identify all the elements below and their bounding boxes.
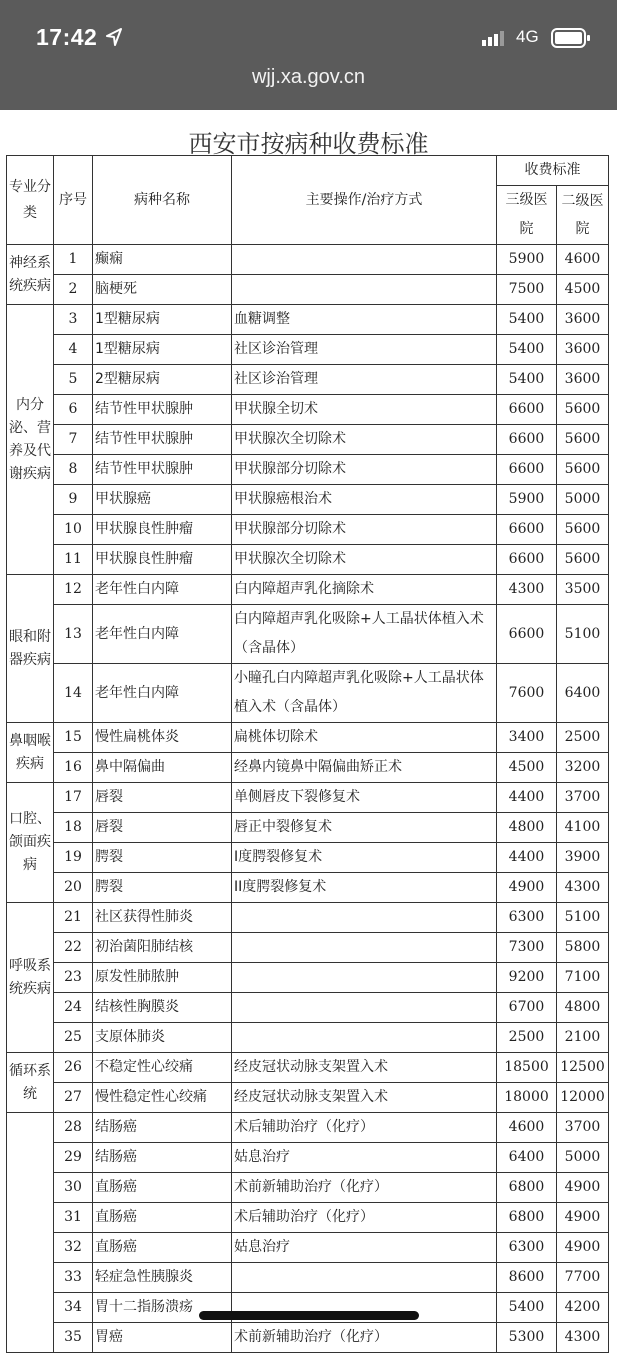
no-cell: 10 bbox=[54, 515, 93, 545]
operation-cell: 社区诊治管理 bbox=[232, 365, 497, 395]
table-row bbox=[7, 903, 609, 933]
no-cell: 15 bbox=[54, 723, 93, 753]
disease-cell: 结肠癌 bbox=[93, 1113, 232, 1143]
no-cell: 7 bbox=[54, 425, 93, 455]
tier2-fee-cell: 5000 bbox=[557, 485, 609, 515]
tier2-fee-cell: 3200 bbox=[557, 753, 609, 783]
no-cell: 21 bbox=[54, 903, 93, 933]
tier2-fee-cell: 3500 bbox=[557, 575, 609, 605]
tier2-fee-cell: 5100 bbox=[557, 903, 609, 933]
operation-cell: 白内障超声乳化吸除+人工晶状体植入术（含晶体） bbox=[232, 605, 497, 664]
no-cell: 22 bbox=[54, 933, 93, 963]
header-category: 专业分类 bbox=[7, 156, 54, 245]
disease-cell: 结节性甲状腺肿 bbox=[93, 455, 232, 485]
category-cell bbox=[7, 1113, 54, 1353]
operation-cell: 扁桃体切除术 bbox=[232, 723, 497, 753]
operation-cell: 小瞳孔白内障超声乳化吸除+人工晶状体植入术（含晶体） bbox=[232, 664, 497, 723]
disease-cell: 慢性稳定性心绞痛 bbox=[93, 1083, 232, 1113]
disease-cell: 社区获得性肺炎 bbox=[93, 903, 232, 933]
tier2-fee-cell: 3600 bbox=[557, 335, 609, 365]
table-row bbox=[7, 963, 609, 993]
no-cell: 17 bbox=[54, 783, 93, 813]
operation-cell: 甲状腺全切术 bbox=[232, 395, 497, 425]
tier3-fee-cell: 7500 bbox=[497, 275, 557, 305]
tier3-fee-cell: 6800 bbox=[497, 1173, 557, 1203]
operation-cell: 社区诊治管理 bbox=[232, 335, 497, 365]
cellular-signal-icon bbox=[482, 30, 508, 46]
tier2-fee-cell: 4200 bbox=[557, 1293, 609, 1323]
no-cell: 16 bbox=[54, 753, 93, 783]
disease-cell: 不稳定性心绞痛 bbox=[93, 1053, 232, 1083]
table-row bbox=[7, 664, 609, 723]
table-row bbox=[7, 305, 609, 335]
no-cell: 30 bbox=[54, 1173, 93, 1203]
tier3-fee-cell: 7300 bbox=[497, 933, 557, 963]
no-cell: 9 bbox=[54, 485, 93, 515]
table-row bbox=[7, 275, 609, 305]
tier3-fee-cell: 9200 bbox=[497, 963, 557, 993]
tier2-fee-cell: 4900 bbox=[557, 1173, 609, 1203]
tier3-fee-cell: 4800 bbox=[497, 813, 557, 843]
category-cell: 鼻咽喉疾病 bbox=[7, 723, 54, 783]
no-cell: 20 bbox=[54, 873, 93, 903]
table-row bbox=[7, 1053, 609, 1083]
table-row bbox=[7, 335, 609, 365]
tier3-fee-cell: 6600 bbox=[497, 515, 557, 545]
tier2-fee-cell: 3600 bbox=[557, 365, 609, 395]
operation-cell: 术后辅助治疗（化疗） bbox=[232, 1203, 497, 1233]
disease-cell: 胃癌 bbox=[93, 1323, 232, 1353]
tier3-fee-cell: 3400 bbox=[497, 723, 557, 753]
no-cell: 35 bbox=[54, 1323, 93, 1353]
no-cell: 27 bbox=[54, 1083, 93, 1113]
operation-cell: 甲状腺癌根治术 bbox=[232, 485, 497, 515]
tier2-fee-cell: 4900 bbox=[557, 1233, 609, 1263]
table-row bbox=[7, 873, 609, 903]
table-row bbox=[7, 455, 609, 485]
no-cell: 18 bbox=[54, 813, 93, 843]
operation-cell bbox=[232, 1023, 497, 1053]
status-and-url-bar bbox=[0, 0, 617, 110]
tier2-fee-cell: 4800 bbox=[557, 993, 609, 1023]
table-row bbox=[7, 933, 609, 963]
no-cell: 28 bbox=[54, 1113, 93, 1143]
disease-cell: 1型糖尿病 bbox=[93, 335, 232, 365]
table-row bbox=[7, 723, 609, 753]
disease-cell: 初治菌阳肺结核 bbox=[93, 933, 232, 963]
table-row bbox=[7, 1083, 609, 1113]
tier3-fee-cell: 6400 bbox=[497, 1143, 557, 1173]
no-cell: 33 bbox=[54, 1263, 93, 1293]
operation-cell: 甲状腺次全切除术 bbox=[232, 425, 497, 455]
disease-cell: 胃十二指肠溃疡 bbox=[93, 1293, 232, 1323]
no-cell: 26 bbox=[54, 1053, 93, 1083]
no-cell: 29 bbox=[54, 1143, 93, 1173]
no-cell: 1 bbox=[54, 245, 93, 275]
disease-cell: 原发性肺脓肿 bbox=[93, 963, 232, 993]
tier2-fee-cell: 5600 bbox=[557, 455, 609, 485]
tier3-fee-cell: 4500 bbox=[497, 753, 557, 783]
header-disease: 病种名称 bbox=[93, 156, 232, 245]
table-row bbox=[7, 1263, 609, 1293]
operation-cell: 经皮冠状动脉支架置入术 bbox=[232, 1083, 497, 1113]
operation-cell bbox=[232, 933, 497, 963]
table-row bbox=[7, 425, 609, 455]
tier3-fee-cell: 5400 bbox=[497, 365, 557, 395]
tier3-fee-cell: 6700 bbox=[497, 993, 557, 1023]
disease-cell: 直肠癌 bbox=[93, 1173, 232, 1203]
disease-cell: 结节性甲状腺肿 bbox=[93, 425, 232, 455]
disease-cell: 脑梗死 bbox=[93, 275, 232, 305]
no-cell: 24 bbox=[54, 993, 93, 1023]
disease-cell: 结肠癌 bbox=[93, 1143, 232, 1173]
tier3-fee-cell: 5900 bbox=[497, 485, 557, 515]
table-row bbox=[7, 753, 609, 783]
operation-cell: 经鼻内镜鼻中隔偏曲矫正术 bbox=[232, 753, 497, 783]
page-title: 西安市按病种收费标准 bbox=[188, 130, 429, 158]
tier3-fee-cell: 6800 bbox=[497, 1203, 557, 1233]
tier2-fee-cell: 5000 bbox=[557, 1143, 609, 1173]
tier2-fee-cell: 3900 bbox=[557, 843, 609, 873]
tier2-fee-cell: 7100 bbox=[557, 963, 609, 993]
table-row bbox=[7, 1203, 609, 1233]
tier2-fee-cell: 3700 bbox=[557, 783, 609, 813]
operation-cell: II度腭裂修复术 bbox=[232, 873, 497, 903]
tier2-fee-cell: 3600 bbox=[557, 305, 609, 335]
disease-cell: 1型糖尿病 bbox=[93, 305, 232, 335]
disease-cell: 唇裂 bbox=[93, 783, 232, 813]
no-cell: 32 bbox=[54, 1233, 93, 1263]
no-cell: 2 bbox=[54, 275, 93, 305]
tier2-fee-cell: 2500 bbox=[557, 723, 609, 753]
table-row bbox=[7, 515, 609, 545]
tier2-fee-cell: 4300 bbox=[557, 873, 609, 903]
no-cell: 4 bbox=[54, 335, 93, 365]
table-row bbox=[7, 395, 609, 425]
no-cell: 13 bbox=[54, 605, 93, 664]
disease-cell: 癫痫 bbox=[93, 245, 232, 275]
disease-cell: 结核性胸膜炎 bbox=[93, 993, 232, 1023]
no-cell: 8 bbox=[54, 455, 93, 485]
table-row bbox=[7, 843, 609, 873]
header-tier2: 二级医院 bbox=[557, 186, 609, 245]
tier3-fee-cell: 8600 bbox=[497, 1263, 557, 1293]
tier2-fee-cell: 4900 bbox=[557, 1203, 609, 1233]
location-arrow-icon bbox=[106, 28, 122, 46]
table-row bbox=[7, 485, 609, 515]
header-no: 序号 bbox=[54, 156, 93, 245]
disease-cell: 2型糖尿病 bbox=[93, 365, 232, 395]
disease-cell: 鼻中隔偏曲 bbox=[93, 753, 232, 783]
operation-cell bbox=[232, 1263, 497, 1293]
disease-cell: 轻症急性胰腺炎 bbox=[93, 1263, 232, 1293]
table-row bbox=[7, 993, 609, 1023]
tier2-fee-cell: 4100 bbox=[557, 813, 609, 843]
category-cell: 口腔、颌面疾病 bbox=[7, 783, 54, 903]
operation-cell: 经皮冠状动脉支架置入术 bbox=[232, 1053, 497, 1083]
table-row bbox=[7, 575, 609, 605]
status-time: 17:42 bbox=[36, 24, 98, 50]
tier2-fee-cell: 5600 bbox=[557, 395, 609, 425]
table-row bbox=[7, 365, 609, 395]
disease-cell: 直肠癌 bbox=[93, 1203, 232, 1233]
disease-cell: 甲状腺良性肿瘤 bbox=[93, 515, 232, 545]
header-operation: 主要操作/治疗方式 bbox=[232, 156, 497, 245]
tier2-fee-cell: 4500 bbox=[557, 275, 609, 305]
operation-cell: 血糖调整 bbox=[232, 305, 497, 335]
tier2-fee-cell: 5100 bbox=[557, 605, 609, 664]
tier3-fee-cell: 18000 bbox=[497, 1083, 557, 1113]
no-cell: 31 bbox=[54, 1203, 93, 1233]
disease-cell: 老年性白内障 bbox=[93, 605, 232, 664]
disease-cell: 慢性扁桃体炎 bbox=[93, 723, 232, 753]
no-cell: 5 bbox=[54, 365, 93, 395]
no-cell: 12 bbox=[54, 575, 93, 605]
operation-cell: 白内障超声乳化摘除术 bbox=[232, 575, 497, 605]
tier3-fee-cell: 6600 bbox=[497, 545, 557, 575]
header-tier3: 三级医院 bbox=[497, 186, 557, 245]
no-cell: 11 bbox=[54, 545, 93, 575]
operation-cell: 姑息治疗 bbox=[232, 1143, 497, 1173]
category-cell: 呼吸系统疾病 bbox=[7, 903, 54, 1053]
table-row bbox=[7, 1023, 609, 1053]
operation-cell: 术前新辅助治疗（化疗） bbox=[232, 1323, 497, 1353]
disease-cell: 甲状腺良性肿瘤 bbox=[93, 545, 232, 575]
table-row bbox=[7, 1143, 609, 1173]
tier2-fee-cell: 5600 bbox=[557, 545, 609, 575]
operation-cell: 甲状腺次全切除术 bbox=[232, 545, 497, 575]
tier3-fee-cell: 6600 bbox=[497, 425, 557, 455]
category-cell: 循环系统 bbox=[7, 1053, 54, 1113]
table-row bbox=[7, 245, 609, 275]
tier2-fee-cell: 5800 bbox=[557, 933, 609, 963]
no-cell: 14 bbox=[54, 664, 93, 723]
tier3-fee-cell: 5300 bbox=[497, 1323, 557, 1353]
disease-cell: 老年性白内障 bbox=[93, 664, 232, 723]
tier2-fee-cell: 5600 bbox=[557, 515, 609, 545]
tier3-fee-cell: 2500 bbox=[497, 1023, 557, 1053]
table-row bbox=[7, 1323, 609, 1353]
operation-cell: 术前新辅助治疗（化疗） bbox=[232, 1173, 497, 1203]
operation-cell: 唇正中裂修复术 bbox=[232, 813, 497, 843]
tier2-fee-cell: 4600 bbox=[557, 245, 609, 275]
tier3-fee-cell: 5400 bbox=[497, 335, 557, 365]
no-cell: 19 bbox=[54, 843, 93, 873]
operation-cell: 单侧唇皮下裂修复术 bbox=[232, 783, 497, 813]
disease-cell: 支原体肺炎 bbox=[93, 1023, 232, 1053]
network-type: 4G bbox=[516, 27, 539, 46]
table-row bbox=[7, 1113, 609, 1143]
disease-cell: 腭裂 bbox=[93, 873, 232, 903]
category-cell: 神经系统疾病 bbox=[7, 245, 54, 305]
fee-table bbox=[6, 155, 609, 1353]
operation-cell: 甲状腺部分切除术 bbox=[232, 455, 497, 485]
tier3-fee-cell: 5400 bbox=[497, 1293, 557, 1323]
operation-cell bbox=[232, 993, 497, 1023]
category-cell: 内分泌、营养及代谢疾病 bbox=[7, 305, 54, 575]
disease-cell: 腭裂 bbox=[93, 843, 232, 873]
tier3-fee-cell: 5900 bbox=[497, 245, 557, 275]
tier3-fee-cell: 7600 bbox=[497, 664, 557, 723]
table-row bbox=[7, 605, 609, 664]
operation-cell bbox=[232, 903, 497, 933]
operation-cell: 甲状腺部分切除术 bbox=[232, 515, 497, 545]
tier3-fee-cell: 4400 bbox=[497, 783, 557, 813]
tier3-fee-cell: 4300 bbox=[497, 575, 557, 605]
no-cell: 23 bbox=[54, 963, 93, 993]
tier2-fee-cell: 6400 bbox=[557, 664, 609, 723]
category-cell: 眼和附器疾病 bbox=[7, 575, 54, 723]
tier3-fee-cell: 6300 bbox=[497, 903, 557, 933]
tier2-fee-cell: 5600 bbox=[557, 425, 609, 455]
tier3-fee-cell: 5400 bbox=[497, 305, 557, 335]
table-row bbox=[7, 1233, 609, 1263]
operation-cell bbox=[232, 275, 497, 305]
no-cell: 6 bbox=[54, 395, 93, 425]
tier3-fee-cell: 6600 bbox=[497, 605, 557, 664]
disease-cell: 甲状腺癌 bbox=[93, 485, 232, 515]
operation-cell: 姑息治疗 bbox=[232, 1233, 497, 1263]
tier3-fee-cell: 6600 bbox=[497, 455, 557, 485]
tier2-fee-cell: 3700 bbox=[557, 1113, 609, 1143]
table-row bbox=[7, 1173, 609, 1203]
tier3-fee-cell: 4400 bbox=[497, 843, 557, 873]
tier2-fee-cell: 7700 bbox=[557, 1263, 609, 1293]
disease-cell: 结节性甲状腺肿 bbox=[93, 395, 232, 425]
table-row bbox=[7, 545, 609, 575]
home-indicator[interactable] bbox=[199, 1311, 419, 1320]
tier3-fee-cell: 18500 bbox=[497, 1053, 557, 1083]
tier2-fee-cell: 12000 bbox=[557, 1083, 609, 1113]
operation-cell: I度腭裂修复术 bbox=[232, 843, 497, 873]
header-fee: 收费标准 bbox=[497, 156, 609, 186]
operation-cell bbox=[232, 963, 497, 993]
battery-icon bbox=[551, 28, 591, 48]
address-bar-url[interactable]: wjj.xa.gov.cn bbox=[251, 66, 365, 88]
disease-cell: 唇裂 bbox=[93, 813, 232, 843]
tier2-fee-cell: 4300 bbox=[557, 1323, 609, 1353]
no-cell: 3 bbox=[54, 305, 93, 335]
operation-cell: 术后辅助治疗（化疗） bbox=[232, 1113, 497, 1143]
tier3-fee-cell: 4600 bbox=[497, 1113, 557, 1143]
disease-cell: 老年性白内障 bbox=[93, 575, 232, 605]
no-cell: 34 bbox=[54, 1293, 93, 1323]
operation-cell bbox=[232, 245, 497, 275]
tier3-fee-cell: 4900 bbox=[497, 873, 557, 903]
tier3-fee-cell: 6600 bbox=[497, 395, 557, 425]
disease-cell: 直肠癌 bbox=[93, 1233, 232, 1263]
tier3-fee-cell: 6300 bbox=[497, 1233, 557, 1263]
tier2-fee-cell: 12500 bbox=[557, 1053, 609, 1083]
no-cell: 25 bbox=[54, 1023, 93, 1053]
table-row bbox=[7, 783, 609, 813]
table-row bbox=[7, 813, 609, 843]
tier2-fee-cell: 2100 bbox=[557, 1023, 609, 1053]
